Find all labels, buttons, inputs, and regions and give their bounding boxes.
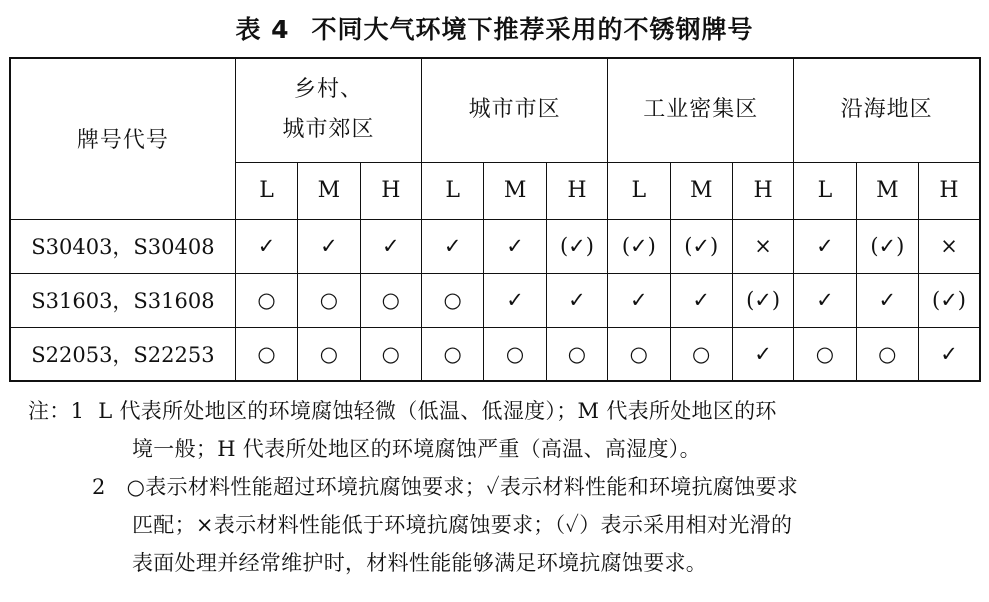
region-header-rural <box>235 58 421 162</box>
note-1-line-1 <box>28 392 978 430</box>
suitability-cell: ○ <box>235 273 297 327</box>
suitability-cell: ○ <box>670 327 732 381</box>
table-title-text: 不同大气环境下推荐采用的不锈钢牌号 <box>311 15 754 44</box>
grade-header: H <box>546 162 607 219</box>
suitability-cell: ✓ <box>794 219 856 273</box>
note-2-line-1 <box>28 468 978 506</box>
suitability-cell: (✓) <box>670 219 732 273</box>
suitability-cell: ✓ <box>235 219 297 273</box>
grade-header: L <box>235 162 297 219</box>
suitability-cell: ✓ <box>360 219 421 273</box>
steel-code: S31603，S31608 <box>10 273 235 327</box>
suitability-cell: ○ <box>856 327 918 381</box>
suitability-cell: ○ <box>360 327 421 381</box>
region-header-urban: 城市市区 <box>422 58 608 162</box>
suitability-cell: ○ <box>298 273 360 327</box>
suitability-cell: ✓ <box>422 219 484 273</box>
suitability-cell: ✓ <box>484 219 546 273</box>
suitability-cell: ✓ <box>732 327 793 381</box>
suitability-cell: ○ <box>422 273 484 327</box>
suitability-cell: ✓ <box>856 273 918 327</box>
suitability-cell: ✓ <box>298 219 360 273</box>
note-number: 2 <box>92 475 106 499</box>
suitability-cell: ✓ <box>919 327 980 381</box>
suitability-cell: (✓) <box>546 219 607 273</box>
suitability-cell: (✓) <box>608 219 670 273</box>
code-column-header: 牌号代号 <box>10 58 235 219</box>
table-number: 表 4 <box>235 15 290 44</box>
region-label-line2: 城市郊区 <box>282 117 375 143</box>
suitability-cell: × <box>732 219 793 273</box>
grade-header: M <box>298 162 360 219</box>
note-text: ○表示材料性能超过环境抗腐蚀要求；✓表示材料性能和环境抗腐蚀要求 <box>126 475 799 499</box>
region-header-coastal: 沿海地区 <box>794 58 980 162</box>
notes-prefix: 注：1 <box>28 399 85 423</box>
steel-code: S22053，S22253 <box>10 327 235 381</box>
grade-header: H <box>732 162 793 219</box>
region-header-industrial: 工业密集区 <box>608 58 794 162</box>
note-2-line-3: 表面处理并经常维护时，材料性能能够满足环境抗腐蚀要求。 <box>132 551 708 575</box>
suitability-cell: ○ <box>235 327 297 381</box>
table-row <box>10 273 980 327</box>
suitability-cell: ✓ <box>546 273 607 327</box>
suitability-cell: ○ <box>360 273 421 327</box>
region-label-line1: 乡村、 <box>293 77 363 103</box>
suitability-cell: ○ <box>298 327 360 381</box>
suitability-cell: ✓ <box>670 273 732 327</box>
suitability-cell: ○ <box>794 327 856 381</box>
grade-header: H <box>919 162 980 219</box>
note-2-line-2: 匹配；×表示材料性能低于环境抗腐蚀要求；（✓）表示采用相对光滑的 <box>132 513 793 537</box>
suitability-cell: (✓) <box>732 273 793 327</box>
table-row <box>10 327 980 381</box>
table-row <box>10 219 980 273</box>
suitability-cell: ✓ <box>794 273 856 327</box>
suitability-cell: ○ <box>422 327 484 381</box>
suitability-cell: × <box>919 219 980 273</box>
stainless-steel-table <box>9 57 981 382</box>
note-text: L 代表所处地区的环境腐蚀轻微（低温、低湿度）；M 代表所处地区的环 <box>98 399 777 423</box>
suitability-cell: ○ <box>546 327 607 381</box>
grade-header: L <box>608 162 670 219</box>
note-1-line-2: 境一般；H 代表所处地区的环境腐蚀严重（高温、高湿度）。 <box>132 437 701 461</box>
suitability-cell: ○ <box>484 327 546 381</box>
grade-header: H <box>360 162 421 219</box>
grade-header: M <box>670 162 732 219</box>
suitability-cell: ✓ <box>484 273 546 327</box>
steel-code: S30403，S30408 <box>10 219 235 273</box>
grade-header: M <box>856 162 918 219</box>
grade-header: L <box>422 162 484 219</box>
grade-header: L <box>794 162 856 219</box>
table-title <box>0 10 989 46</box>
suitability-cell: (✓) <box>919 273 980 327</box>
suitability-cell: (✓) <box>856 219 918 273</box>
suitability-cell: ○ <box>608 327 670 381</box>
suitability-cell: ✓ <box>608 273 670 327</box>
table-notes <box>28 392 978 582</box>
grade-header: M <box>484 162 546 219</box>
